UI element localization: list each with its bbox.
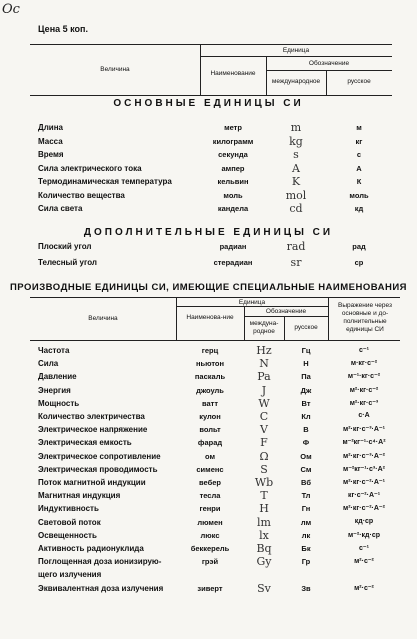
- unit-name: килограмм: [212, 136, 254, 146]
- section-derived-title: ПРОИЗВОДНЫЕ ЕДИНИЦЫ СИ, ИМЕЮЩИЕ СПЕЦИАЛЬНЫЕ НАИМЕНОВАНИЯ: [9, 282, 408, 293]
- section-supplementary-title: ДОПОЛНИТЕЛЬНЫЕ ЕДИНИЦЫ СИ: [83, 227, 334, 238]
- corner-handwritten-mark: Ос: [2, 2, 20, 17]
- russian-symbol: В: [303, 425, 309, 435]
- international-symbol: T: [260, 489, 268, 503]
- t1-col-designation: Обозначение: [308, 60, 350, 67]
- russian-symbol: А: [356, 163, 362, 173]
- quantity-name: Сила электрического тока: [38, 163, 142, 173]
- table-row: [0, 258, 417, 272]
- russian-symbol: Бк: [301, 544, 311, 553]
- international-symbol: Wb: [254, 476, 274, 489]
- unit-name: стерадиан: [213, 258, 253, 267]
- table-row: [0, 242, 417, 256]
- table-row: [0, 491, 417, 505]
- russian-symbol: К: [356, 177, 362, 186]
- international-symbol: N: [259, 357, 269, 371]
- price-label: Цена 5 коп.: [38, 24, 88, 34]
- international-symbol: cd: [289, 202, 303, 215]
- quantity-name: Время: [38, 150, 64, 159]
- quantity-name: Сила: [38, 359, 59, 369]
- international-symbol: Pa: [257, 370, 271, 384]
- unit-name: тесла: [199, 491, 221, 501]
- unit-name: кандела: [217, 204, 249, 213]
- si-expression: м⁻¹·кг·с⁻²: [347, 373, 381, 381]
- table-row: [0, 515, 417, 532]
- international-symbol: S: [260, 462, 268, 476]
- russian-symbol: Вт: [301, 398, 311, 408]
- table-row: [0, 462, 417, 479]
- russian-symbol: кд: [354, 204, 364, 213]
- quantity-name: Сила света: [38, 204, 83, 213]
- international-symbol: Gy: [256, 555, 272, 569]
- table-row: [0, 383, 417, 400]
- unit-name: герц: [201, 346, 219, 355]
- quantity-name: Поглощенная доза ионизирую-: [38, 557, 162, 567]
- table-row: [0, 504, 417, 518]
- quantity-name: Активность радионуклида: [38, 544, 144, 553]
- quantity-name: Электрическая емкость: [38, 438, 132, 448]
- t2-col-unit: Единица: [238, 299, 266, 306]
- quantity-name: Энергия: [38, 385, 71, 395]
- russian-symbol: с: [356, 150, 362, 159]
- si-expression: с⁻¹: [359, 347, 369, 354]
- quantity-name: Мощность: [38, 398, 80, 408]
- international-symbol: F: [260, 436, 268, 450]
- international-symbol: lm: [257, 515, 271, 529]
- russian-symbol: Зв: [301, 583, 311, 593]
- russian-symbol: Па: [301, 372, 311, 382]
- unit-name: ньютон: [195, 359, 225, 369]
- si-expression: м·кг·с⁻²: [350, 360, 378, 368]
- international-symbol: Sv: [257, 581, 271, 595]
- russian-symbol: Ф: [302, 438, 310, 448]
- russian-symbol: Гн: [301, 504, 311, 514]
- unit-name: ватт: [201, 398, 219, 408]
- table-row: [0, 425, 417, 439]
- unit-name: генри: [199, 504, 221, 514]
- table-row: [0, 204, 417, 218]
- quantity-name: щего излучения: [38, 570, 102, 580]
- international-symbol: m: [290, 121, 302, 134]
- table-row: [0, 528, 417, 545]
- unit-name: вольт: [199, 425, 221, 435]
- quantity-name: Количество электричества: [38, 412, 145, 421]
- table-row: [0, 359, 417, 373]
- si-expression: м²·кг·с⁻³·А⁻²: [343, 452, 385, 460]
- si-expression: с·А: [358, 412, 370, 419]
- quantity-name: Поток магнитной индукции: [38, 478, 146, 487]
- t2-col-quantity: Величина: [88, 315, 118, 322]
- quantity-name: Длина: [38, 123, 63, 132]
- russian-symbol: лк: [301, 530, 311, 540]
- unit-name: моль: [223, 190, 243, 200]
- russian-symbol: кг: [355, 136, 363, 146]
- international-symbol: J: [261, 383, 267, 397]
- russian-symbol: м: [356, 123, 362, 132]
- unit-name: джоуль: [196, 385, 224, 395]
- table-row: [0, 449, 417, 466]
- si-expression: с⁻¹: [359, 545, 369, 552]
- quantity-name: Освещенность: [38, 530, 97, 540]
- unit-name: грэй: [201, 557, 219, 567]
- russian-symbol: Кл: [301, 412, 311, 421]
- unit-name: радиан: [219, 242, 247, 251]
- unit-name: кулон: [199, 412, 221, 421]
- quantity-name: Количество вещества: [38, 190, 125, 200]
- international-symbol: W: [258, 396, 270, 410]
- unit-name: ампер: [221, 163, 245, 173]
- t1-col-unit: Единица: [282, 47, 310, 54]
- unit-name: секунда: [218, 150, 248, 159]
- international-symbol: H: [259, 502, 269, 516]
- t1-col-russian: русское: [347, 78, 371, 85]
- t1-col-quantity: Величина: [100, 66, 130, 73]
- international-symbol: lx: [259, 528, 269, 542]
- russian-symbol: Н: [303, 359, 309, 369]
- international-symbol: K: [291, 175, 301, 188]
- russian-symbol: ср: [354, 258, 364, 267]
- si-expression: кг·с⁻²·А⁻¹: [347, 492, 381, 500]
- russian-symbol: Гр: [301, 557, 311, 567]
- quantity-name: Плоский угол: [38, 242, 92, 251]
- t2-col-name: Наименова-ние: [186, 314, 234, 321]
- quantity-name: Световой поток: [38, 517, 101, 527]
- table-row: [0, 438, 417, 452]
- t1-col-international: международное: [271, 78, 321, 85]
- si-expression: м²·кг·с⁻³·А⁻¹: [343, 426, 385, 434]
- t1-col-name: Наименование: [210, 70, 256, 77]
- table-row: [0, 188, 417, 205]
- table-row: [0, 412, 417, 426]
- t2-col-expression: Выражение через основные и до-полнительные единицы СИ: [338, 302, 392, 333]
- quantity-name: Давление: [38, 372, 77, 382]
- unit-name: сименс: [196, 464, 224, 474]
- quantity-name: Электрическое сопротивление: [38, 451, 161, 461]
- table-row: [0, 581, 417, 598]
- table-row: [0, 161, 417, 178]
- russian-symbol: См: [300, 464, 312, 474]
- russian-symbol: Тл: [301, 491, 311, 501]
- international-symbol: Ω: [259, 449, 269, 463]
- si-expression: м²·с⁻²: [354, 558, 374, 566]
- t2-col-international: междуна-родное: [249, 320, 279, 335]
- table-row: [0, 177, 417, 191]
- international-symbol: Bq: [256, 542, 272, 555]
- unit-name: кельвин: [217, 177, 249, 186]
- unit-name: ом: [204, 451, 216, 461]
- table-row: [0, 570, 417, 584]
- international-symbol: sr: [290, 256, 302, 269]
- russian-symbol: рад: [352, 242, 366, 251]
- russian-symbol: Ом: [300, 451, 312, 461]
- international-symbol: mol: [285, 188, 307, 202]
- si-expression: м²·кг·с⁻²·А⁻²: [343, 505, 385, 513]
- russian-symbol: моль: [349, 190, 369, 200]
- international-symbol: V: [260, 423, 268, 437]
- unit-name: вебер: [199, 478, 221, 487]
- russian-symbol: Гц: [301, 346, 311, 355]
- international-symbol: A: [292, 161, 300, 175]
- table-row: [0, 478, 417, 492]
- unit-name: зиверт: [197, 583, 223, 593]
- quantity-name: Эквивалентная доза излучения: [38, 583, 164, 593]
- si-expression: м⁻²кг⁻¹·с³·А²: [343, 465, 385, 473]
- quantity-name: Частота: [38, 346, 70, 355]
- russian-symbol: лм: [300, 517, 312, 527]
- quantity-name: Магнитная индукция: [38, 491, 121, 501]
- unit-name: фарад: [197, 438, 223, 448]
- t2-col-designation: Обозначение: [265, 308, 307, 315]
- table-row: [0, 346, 417, 360]
- international-symbol: s: [293, 148, 299, 161]
- si-expression: м²·кг·с⁻³: [349, 399, 379, 407]
- russian-symbol: Дж: [300, 385, 312, 395]
- table-row: [0, 396, 417, 413]
- quantity-name: Масса: [38, 136, 63, 146]
- quantity-name: Электрическая проводимость: [38, 464, 158, 474]
- si-expression: м⁻²кг⁻¹·с⁴·А²: [342, 439, 386, 447]
- si-expression: кд·ср: [354, 517, 374, 525]
- quantity-name: Электрическое напряжение: [38, 425, 148, 435]
- table-row: [0, 372, 417, 386]
- table-row: [0, 557, 417, 571]
- quantity-name: Термодинамическая температура: [38, 177, 172, 186]
- international-symbol: C: [259, 410, 269, 423]
- si-expression: м²·с⁻²: [354, 584, 374, 592]
- section-base-units-title: ОСНОВНЫЕ ЕДИНИЦЫ СИ: [113, 98, 304, 109]
- international-symbol: Hz: [256, 344, 272, 357]
- international-symbol: rad: [286, 240, 306, 253]
- international-symbol: kg: [289, 134, 303, 148]
- si-expression: м²·кг·с⁻²: [349, 386, 379, 394]
- si-expression: м²·кг·с⁻²·А⁻¹: [343, 479, 385, 486]
- unit-name: паскаль: [194, 372, 226, 382]
- quantity-name: Индуктивность: [38, 504, 99, 514]
- table-row: [0, 150, 417, 164]
- t2-col-russian: русское: [294, 324, 318, 331]
- table-row: [0, 134, 417, 151]
- unit-name: люкс: [200, 530, 220, 540]
- unit-name: люмен: [197, 517, 223, 527]
- table-row: [0, 544, 417, 558]
- table-row: [0, 123, 417, 137]
- si-expression: м⁻²·кд·ср: [348, 531, 380, 539]
- russian-symbol: Вб: [300, 478, 312, 487]
- unit-name: метр: [224, 123, 242, 132]
- quantity-name: Телесный угол: [38, 258, 97, 267]
- unit-name: беккерель: [190, 544, 230, 553]
